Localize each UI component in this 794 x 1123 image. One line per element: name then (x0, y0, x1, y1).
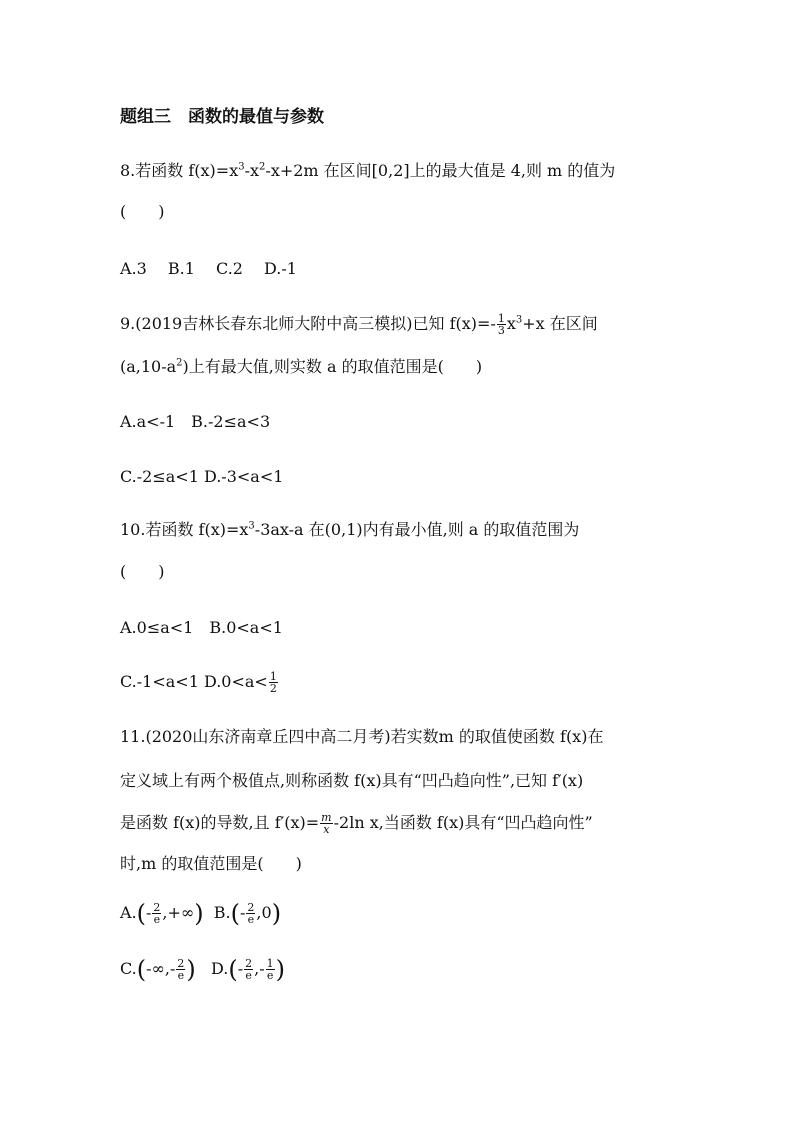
question-11-line-1: 11.(2020山东济南章丘四中高二月考)若实数m 的取值使函数 f(x)在 (120, 727, 604, 746)
question-9-options-2: C.-2≤a<1 D.-3<a<1 (120, 467, 284, 486)
question-9-options-1: A.a<-1 B.-2≤a<3 (120, 412, 271, 431)
question-10-options-1: A.0≤a<1 B.0<a<1 (120, 618, 283, 637)
question-8-options: A.3 B.1 C.2 D.-1 (120, 259, 297, 278)
fraction: $\frac{1}{2}$ (269, 670, 277, 695)
question-10-line-1: 10.若函数 $f(x)=x^3-3ax-a$ 在(0,1)内有最小值,则 a 的取值范围为 (120, 520, 580, 539)
question-8-answer-blank: ( ) (120, 202, 165, 221)
question-9-line-1: 9.(2019吉林长春东北师大附中高三模拟)已知 f(x)=- $\frac{1}{3}$ $x^3+x$ 在区间 (120, 312, 598, 337)
fraction: $\frac{2}{e}$ (245, 957, 253, 982)
fraction: $\frac{m}{x}$ (321, 811, 332, 836)
question-11-options-2: C.(-∞,- $\frac{2}{e}$ ) D.(- $\frac{2}{e}$ ,- $\frac{1}{e}$ ) (120, 955, 286, 984)
question-number: 10. (120, 520, 146, 539)
question-number: 11. (120, 727, 146, 746)
fraction: $\frac{2}{e}$ (247, 901, 255, 926)
question-10-answer-blank: ( ) (120, 562, 165, 581)
question-9-line-2: $(a,10-a^2)$上有最大值,则实数 a 的取值范围是( ) (120, 357, 483, 376)
question-10-options-2: C.-1<a<1 D.0<a< $\frac{1}{2}$ (120, 670, 277, 695)
question-11-line-4: 时,m 的取值范围是( ) (120, 854, 302, 873)
question-number: 9. (120, 314, 136, 333)
question-8-line-1: 8.若函数 $f(x)=x^3-x^2-x+2m$ 在区间[0,2]上的最大值是 4,则 m 的值为 (120, 161, 616, 180)
fraction: $\frac{1}{e}$ (266, 957, 274, 982)
question-11-line-2: 定义域上有两个极值点,则称函数 f(x)具有“凹凸趋向性”,已知 f′(x) (120, 771, 584, 790)
question-source: (2020山东济南章丘四中高二月考) (145, 727, 391, 746)
fraction: $\frac{1}{3}$ (497, 312, 505, 337)
question-number: 8. (120, 161, 136, 180)
section-title: 题组三 函数的最值与参数 (120, 107, 324, 127)
question-source: (2019吉林长春东北师大附中高三模拟) (135, 314, 413, 333)
fraction: $\frac{2}{e}$ (177, 957, 185, 982)
question-11-line-3: 是函数 f(x)的导数,且 f′(x)= $\frac{m}{x}$ -2ln x,当函数 f(x)具有“凹凸趋向性” (120, 811, 593, 836)
question-11-options-1: A.(- $\frac{2}{e}$ ,+∞) B.(- $\frac{2}{e}$ ,0) (120, 899, 282, 928)
fraction: $\frac{2}{e}$ (153, 901, 161, 926)
